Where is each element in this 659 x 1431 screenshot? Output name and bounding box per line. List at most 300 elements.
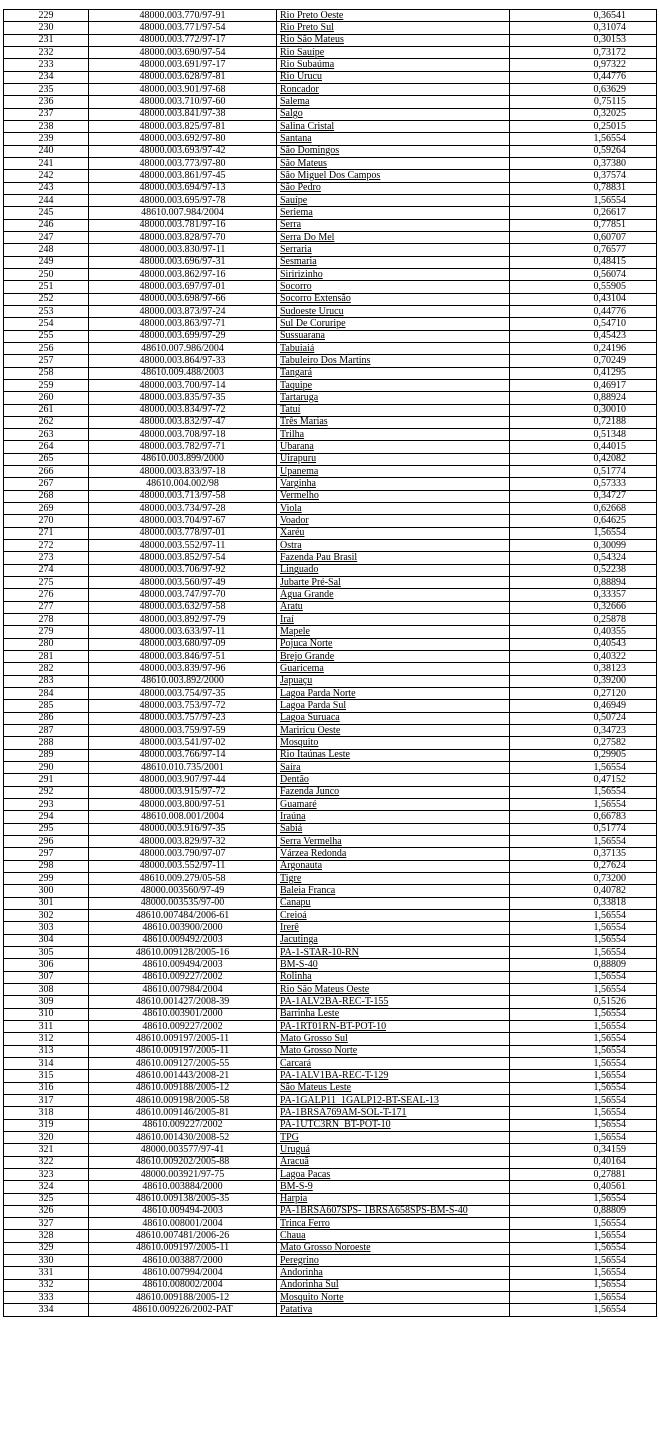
field-name-cell: Salina Cristal (277, 120, 510, 132)
row-number-cell: 258 (4, 367, 89, 379)
table-row (4, 552, 657, 564)
process-number-cell: 48000.003.757/97-23 (89, 712, 277, 724)
process-number-cell: 48610.003900/2000 (89, 922, 277, 934)
value-cell: 0,75115 (510, 96, 657, 108)
value-cell: 0,46917 (510, 379, 657, 391)
field-name-cell: São Pedro (277, 182, 510, 194)
field-name-cell: Guaricema (277, 663, 510, 675)
process-number-cell: 48000.003560/97-49 (89, 885, 277, 897)
row-number-cell: 297 (4, 848, 89, 860)
row-number-cell: 285 (4, 700, 89, 712)
table-row (4, 34, 657, 46)
row-number-cell: 247 (4, 231, 89, 243)
value-cell: 0,33818 (510, 897, 657, 909)
table-row (4, 1218, 657, 1230)
value-cell: 0,25878 (510, 614, 657, 626)
field-name-cell: Tabuiaiá (277, 342, 510, 354)
process-number-cell: 48000.003.753/97-72 (89, 700, 277, 712)
value-cell: 0,77851 (510, 219, 657, 231)
table-row (4, 1144, 657, 1156)
table-row (4, 1008, 657, 1020)
table-row (4, 441, 657, 453)
row-number-cell: 240 (4, 145, 89, 157)
field-name-cell: Rolinha (277, 971, 510, 983)
value-cell: 0,88809 (510, 1205, 657, 1217)
value-cell: 1,56554 (510, 1107, 657, 1119)
value-cell: 0,46949 (510, 700, 657, 712)
process-number-cell: 48610.008.001/2004 (89, 811, 277, 823)
row-number-cell: 303 (4, 922, 89, 934)
row-number-cell: 318 (4, 1107, 89, 1119)
field-name-cell: Brejo Grande (277, 651, 510, 663)
table-row (4, 1205, 657, 1217)
field-name-cell: Andorinha Sul (277, 1279, 510, 1291)
table-body (4, 10, 657, 1317)
field-name-cell: TPG (277, 1131, 510, 1143)
row-number-cell: 237 (4, 108, 89, 120)
process-number-cell: 48000.003.833/97-18 (89, 466, 277, 478)
row-number-cell: 286 (4, 712, 89, 724)
field-name-cell: Vermelho (277, 490, 510, 502)
table-row (4, 490, 657, 502)
row-number-cell: 242 (4, 170, 89, 182)
field-name-cell: Irerê (277, 922, 510, 934)
row-number-cell: 269 (4, 503, 89, 515)
table-row (4, 256, 657, 268)
field-name-cell: PA-1BRSA607SPS- 1BRSA658SPS-BM-S-40 (277, 1205, 510, 1217)
process-number-cell: 48610.001430/2008-52 (89, 1131, 277, 1143)
value-cell: 0,76577 (510, 244, 657, 256)
table-row (4, 108, 657, 120)
table-row (4, 811, 657, 823)
value-cell: 0,88809 (510, 959, 657, 971)
value-cell: 0,42082 (510, 453, 657, 465)
process-number-cell: 48000.003577/97-41 (89, 1144, 277, 1156)
value-cell: 0,59264 (510, 145, 657, 157)
field-name-cell: Roncador (277, 83, 510, 95)
row-number-cell: 251 (4, 281, 89, 293)
row-number-cell: 241 (4, 157, 89, 169)
row-number-cell: 298 (4, 860, 89, 872)
process-number-cell: 48000.003.773/97-80 (89, 157, 277, 169)
process-number-cell: 48000.003.633/97-11 (89, 626, 277, 638)
field-name-cell: BM-S-40 (277, 959, 510, 971)
field-name-cell: Japuaçu (277, 675, 510, 687)
value-cell: 0,50724 (510, 712, 657, 724)
field-name-cell: Fazenda Pau Brasil (277, 552, 510, 564)
process-number-cell: 48610.009494/2003 (89, 959, 277, 971)
table-row (4, 712, 657, 724)
table-row (4, 120, 657, 132)
value-cell: 1,56554 (510, 1082, 657, 1094)
row-number-cell: 272 (4, 540, 89, 552)
value-cell: 0,73172 (510, 46, 657, 58)
row-number-cell: 323 (4, 1168, 89, 1180)
row-number-cell: 314 (4, 1057, 89, 1069)
value-cell: 1,56554 (510, 1070, 657, 1082)
row-number-cell: 288 (4, 737, 89, 749)
value-cell: 0,51774 (510, 466, 657, 478)
field-name-cell: Barrinha Leste (277, 1008, 510, 1020)
field-name-cell: Fazenda Junco (277, 786, 510, 798)
table-row (4, 194, 657, 206)
value-cell: 1,56554 (510, 946, 657, 958)
value-cell: 1,56554 (510, 1193, 657, 1205)
field-name-cell: Tigre (277, 872, 510, 884)
field-name-cell: Xaréu (277, 527, 510, 539)
table-row (4, 207, 657, 219)
table-row (4, 392, 657, 404)
table-row (4, 1242, 657, 1254)
process-number-cell: 48000.003.691/97-17 (89, 59, 277, 71)
field-name-cell: Dentão (277, 774, 510, 786)
process-number-cell: 48000.003.704/97-67 (89, 515, 277, 527)
process-number-cell: 48610.008002/2004 (89, 1279, 277, 1291)
table-row (4, 219, 657, 231)
value-cell: 0,40322 (510, 651, 657, 663)
row-number-cell: 245 (4, 207, 89, 219)
value-cell: 1,56554 (510, 762, 657, 774)
value-cell: 0,97322 (510, 59, 657, 71)
row-number-cell: 320 (4, 1131, 89, 1143)
row-number-cell: 295 (4, 823, 89, 835)
row-number-cell: 294 (4, 811, 89, 823)
row-number-cell: 315 (4, 1070, 89, 1082)
process-number-cell: 48610.004.002/98 (89, 478, 277, 490)
process-number-cell: 48000.003.541/97-02 (89, 737, 277, 749)
row-number-cell: 235 (4, 83, 89, 95)
row-number-cell: 262 (4, 416, 89, 428)
field-name-cell: Viola (277, 503, 510, 515)
process-number-cell: 48000.003.747/97-70 (89, 589, 277, 601)
field-name-cell: Sussuarana (277, 330, 510, 342)
table-row (4, 59, 657, 71)
field-name-cell: Sul De Coruripe (277, 318, 510, 330)
field-name-cell: Jubarte Pré-Sal (277, 577, 510, 589)
row-number-cell: 268 (4, 490, 89, 502)
row-number-cell: 333 (4, 1292, 89, 1304)
field-name-cell: Rio Sauípe (277, 46, 510, 58)
table-row (4, 577, 657, 589)
process-number-cell: 48000.003.800/97-51 (89, 799, 277, 811)
row-number-cell: 308 (4, 983, 89, 995)
row-number-cell: 291 (4, 774, 89, 786)
process-number-cell: 48000.003.759/97-59 (89, 725, 277, 737)
value-cell: 0,54324 (510, 552, 657, 564)
field-name-cell: Siririzinho (277, 268, 510, 280)
process-number-cell: 48000.003.706/97-92 (89, 564, 277, 576)
process-number-cell: 48000.003.846/97-51 (89, 651, 277, 663)
table-row (4, 1057, 657, 1069)
value-cell: 1,56554 (510, 194, 657, 206)
row-number-cell: 319 (4, 1119, 89, 1131)
process-number-cell: 48610.009188/2005-12 (89, 1292, 277, 1304)
value-cell: 0,29905 (510, 749, 657, 761)
process-number-cell: 48000.003.863/97-71 (89, 318, 277, 330)
process-number-cell: 48610.007484/2006-61 (89, 909, 277, 921)
row-number-cell: 246 (4, 219, 89, 231)
table-row (4, 318, 657, 330)
field-name-cell: Lagoa Parda Norte (277, 688, 510, 700)
field-name-cell: Tartaruga (277, 392, 510, 404)
table-row (4, 145, 657, 157)
table-row (4, 170, 657, 182)
value-cell: 0,63629 (510, 83, 657, 95)
value-cell: 0,88924 (510, 392, 657, 404)
table-row (4, 466, 657, 478)
value-cell: 0,66783 (510, 811, 657, 823)
process-number-cell: 48610.009227/2002 (89, 1020, 277, 1032)
value-cell: 0,40164 (510, 1156, 657, 1168)
field-name-cell: Rio Preto Sul (277, 22, 510, 34)
field-name-cell: Sabiá (277, 823, 510, 835)
field-name-cell: PA-1BRSA769AM-SOL-T-171 (277, 1107, 510, 1119)
table-row (4, 638, 657, 650)
field-name-cell: Pojuca Norte (277, 638, 510, 650)
table-row (4, 909, 657, 921)
field-name-cell: Mapele (277, 626, 510, 638)
field-name-cell: Patativa (277, 1304, 510, 1316)
table-row (4, 342, 657, 354)
field-name-cell: Aratu (277, 601, 510, 613)
row-number-cell: 329 (4, 1242, 89, 1254)
field-name-cell: PA-1ALV1BA-REC-T-129 (277, 1070, 510, 1082)
row-number-cell: 238 (4, 120, 89, 132)
row-number-cell: 317 (4, 1094, 89, 1106)
table-row (4, 540, 657, 552)
field-name-cell: Iraúna (277, 811, 510, 823)
field-name-cell: Lagoa Suruaca (277, 712, 510, 724)
table-row (4, 83, 657, 95)
process-number-cell: 48610.009226/2002-PAT (89, 1304, 277, 1316)
process-number-cell: 48000.003.700/97-14 (89, 379, 277, 391)
value-cell: 1,56554 (510, 527, 657, 539)
table-row (4, 1292, 657, 1304)
table-row (4, 996, 657, 1008)
process-number-cell: 48000.003.628/97-81 (89, 71, 277, 83)
table-row (4, 1045, 657, 1057)
value-cell: 1,56554 (510, 1020, 657, 1032)
row-number-cell: 324 (4, 1181, 89, 1193)
value-cell: 0,36541 (510, 10, 657, 22)
table-row (4, 675, 657, 687)
process-number-cell: 48000.003.782/97-71 (89, 441, 277, 453)
field-name-cell: Água Grande (277, 589, 510, 601)
table-row (4, 355, 657, 367)
value-cell: 0,32666 (510, 601, 657, 613)
field-name-cell: Mato Grosso Noroeste (277, 1242, 510, 1254)
process-number-cell: 48000.003.828/97-70 (89, 231, 277, 243)
row-number-cell: 311 (4, 1020, 89, 1032)
field-name-cell: Saíra (277, 762, 510, 774)
field-name-cell: Seriema (277, 207, 510, 219)
value-cell: 0,45423 (510, 330, 657, 342)
process-number-cell: 48000.003.907/97-44 (89, 774, 277, 786)
value-cell: 0,40543 (510, 638, 657, 650)
process-number-cell: 48610.009227/2002 (89, 971, 277, 983)
value-cell: 0,54710 (510, 318, 657, 330)
field-name-cell: Harpia (277, 1193, 510, 1205)
process-number-cell: 48610.003887/2000 (89, 1255, 277, 1267)
table-row (4, 96, 657, 108)
value-cell: 0,70249 (510, 355, 657, 367)
process-number-cell: 48000.003.680/97-09 (89, 638, 277, 650)
row-number-cell: 252 (4, 293, 89, 305)
field-name-cell: Mosquito (277, 737, 510, 749)
value-cell: 0,73200 (510, 872, 657, 884)
table-row (4, 922, 657, 934)
row-number-cell: 256 (4, 342, 89, 354)
row-number-cell: 326 (4, 1205, 89, 1217)
row-number-cell: 274 (4, 564, 89, 576)
row-number-cell: 281 (4, 651, 89, 663)
value-cell: 1,56554 (510, 1267, 657, 1279)
process-number-cell: 48610.009197/2005-11 (89, 1242, 277, 1254)
table-row (4, 244, 657, 256)
value-cell: 1,56554 (510, 133, 657, 145)
field-name-cell: Salema (277, 96, 510, 108)
process-number-cell: 48000.003.699/97-29 (89, 330, 277, 342)
row-number-cell: 307 (4, 971, 89, 983)
field-name-cell: Mato Grosso Norte (277, 1045, 510, 1057)
value-cell: 0,51526 (510, 996, 657, 1008)
process-number-cell: 48000.003.916/97-35 (89, 823, 277, 835)
row-number-cell: 300 (4, 885, 89, 897)
field-name-cell: Uruguá (277, 1144, 510, 1156)
table-row (4, 1279, 657, 1291)
process-number-cell: 48000.003921/97-75 (89, 1168, 277, 1180)
field-name-cell: Varginha (277, 478, 510, 490)
value-cell: 0,48415 (510, 256, 657, 268)
value-cell: 0,30099 (510, 540, 657, 552)
process-number-cell: 48610.009198/2005-58 (89, 1094, 277, 1106)
value-cell: 1,56554 (510, 1131, 657, 1143)
table-row (4, 46, 657, 58)
process-number-cell: 48610.007.984/2004 (89, 207, 277, 219)
process-number-cell: 48000.003.734/97-28 (89, 503, 277, 515)
table-row (4, 1119, 657, 1131)
row-number-cell: 248 (4, 244, 89, 256)
process-number-cell: 48000.003.839/97-96 (89, 663, 277, 675)
process-number-cell: 48610.007.986/2004 (89, 342, 277, 354)
value-cell: 0,41295 (510, 367, 657, 379)
row-number-cell: 287 (4, 725, 89, 737)
value-cell: 0,27881 (510, 1168, 657, 1180)
process-number-cell: 48610.009.279/05-58 (89, 872, 277, 884)
value-cell: 0,47152 (510, 774, 657, 786)
process-number-cell: 48610.009197/2005-11 (89, 1033, 277, 1045)
table-row (4, 281, 657, 293)
field-name-cell: Lagoa Parda Sul (277, 700, 510, 712)
table-row (4, 10, 657, 22)
value-cell: 0,25015 (510, 120, 657, 132)
row-number-cell: 249 (4, 256, 89, 268)
process-number-cell: 48000.003.708/97-18 (89, 429, 277, 441)
table-row (4, 626, 657, 638)
table-row (4, 182, 657, 194)
table-row (4, 601, 657, 613)
table-row (4, 959, 657, 971)
table-row (4, 983, 657, 995)
value-cell: 1,56554 (510, 971, 657, 983)
row-number-cell: 231 (4, 34, 89, 46)
field-name-cell: Serra Vermelha (277, 835, 510, 847)
field-name-cell: Rio Subaúma (277, 59, 510, 71)
row-number-cell: 239 (4, 133, 89, 145)
process-number-cell: 48610.009138/2005-35 (89, 1193, 277, 1205)
row-number-cell: 271 (4, 527, 89, 539)
process-number-cell: 48000.003.697/97-01 (89, 281, 277, 293)
row-number-cell: 255 (4, 330, 89, 342)
field-name-cell: PA-1-STAR-10-RN (277, 946, 510, 958)
field-name-cell: Canapu (277, 897, 510, 909)
value-cell: 0,56074 (510, 268, 657, 280)
row-number-cell: 327 (4, 1218, 89, 1230)
value-cell: 0,37380 (510, 157, 657, 169)
table-row (4, 404, 657, 416)
table-row (4, 157, 657, 169)
field-name-cell: Taquipe (277, 379, 510, 391)
value-cell: 1,56554 (510, 1094, 657, 1106)
process-number-cell: 48000.003.710/97-60 (89, 96, 277, 108)
value-cell: 1,56554 (510, 1119, 657, 1131)
field-name-cell: Serra Do Mel (277, 231, 510, 243)
row-number-cell: 330 (4, 1255, 89, 1267)
process-number-cell: 48000.003.873/97-24 (89, 305, 277, 317)
process-number-cell: 48610.003901/2000 (89, 1008, 277, 1020)
process-number-cell: 48000.003.835/97-35 (89, 392, 277, 404)
field-name-cell: Serra (277, 219, 510, 231)
value-cell: 1,56554 (510, 1242, 657, 1254)
field-name-cell: Creioá (277, 909, 510, 921)
value-cell: 1,56554 (510, 983, 657, 995)
field-name-cell: Guamaré (277, 799, 510, 811)
row-number-cell: 265 (4, 453, 89, 465)
table-row (4, 872, 657, 884)
table-row (4, 1181, 657, 1193)
process-number-cell: 48000.003.852/97-54 (89, 552, 277, 564)
row-number-cell: 283 (4, 675, 89, 687)
field-name-cell: Chaua (277, 1230, 510, 1242)
table-row (4, 1156, 657, 1168)
field-name-cell: São Domingos (277, 145, 510, 157)
process-number-cell: 48610.003.892/2000 (89, 675, 277, 687)
value-cell: 1,56554 (510, 909, 657, 921)
value-cell: 1,56554 (510, 1304, 657, 1316)
process-number-cell: 48610.009202/2005-88 (89, 1156, 277, 1168)
process-number-cell: 48610.003884/2000 (89, 1181, 277, 1193)
value-cell: 0,52238 (510, 564, 657, 576)
row-number-cell: 302 (4, 909, 89, 921)
value-cell: 0,37574 (510, 170, 657, 182)
value-cell: 0,34159 (510, 1144, 657, 1156)
row-number-cell: 289 (4, 749, 89, 761)
field-name-cell: Ostra (277, 540, 510, 552)
row-number-cell: 250 (4, 268, 89, 280)
row-number-cell: 312 (4, 1033, 89, 1045)
process-number-cell: 48000.003.552/97-11 (89, 860, 277, 872)
field-name-cell: Rio São Mateus Oeste (277, 983, 510, 995)
row-number-cell: 313 (4, 1045, 89, 1057)
field-name-cell: Sudoeste Urucu (277, 305, 510, 317)
value-cell: 0,27120 (510, 688, 657, 700)
field-name-cell: Socorro (277, 281, 510, 293)
row-number-cell: 309 (4, 996, 89, 1008)
row-number-cell: 304 (4, 934, 89, 946)
row-number-cell: 259 (4, 379, 89, 391)
process-number-cell: 48610.003.899/2000 (89, 453, 277, 465)
field-name-cell: Aracuã (277, 1156, 510, 1168)
